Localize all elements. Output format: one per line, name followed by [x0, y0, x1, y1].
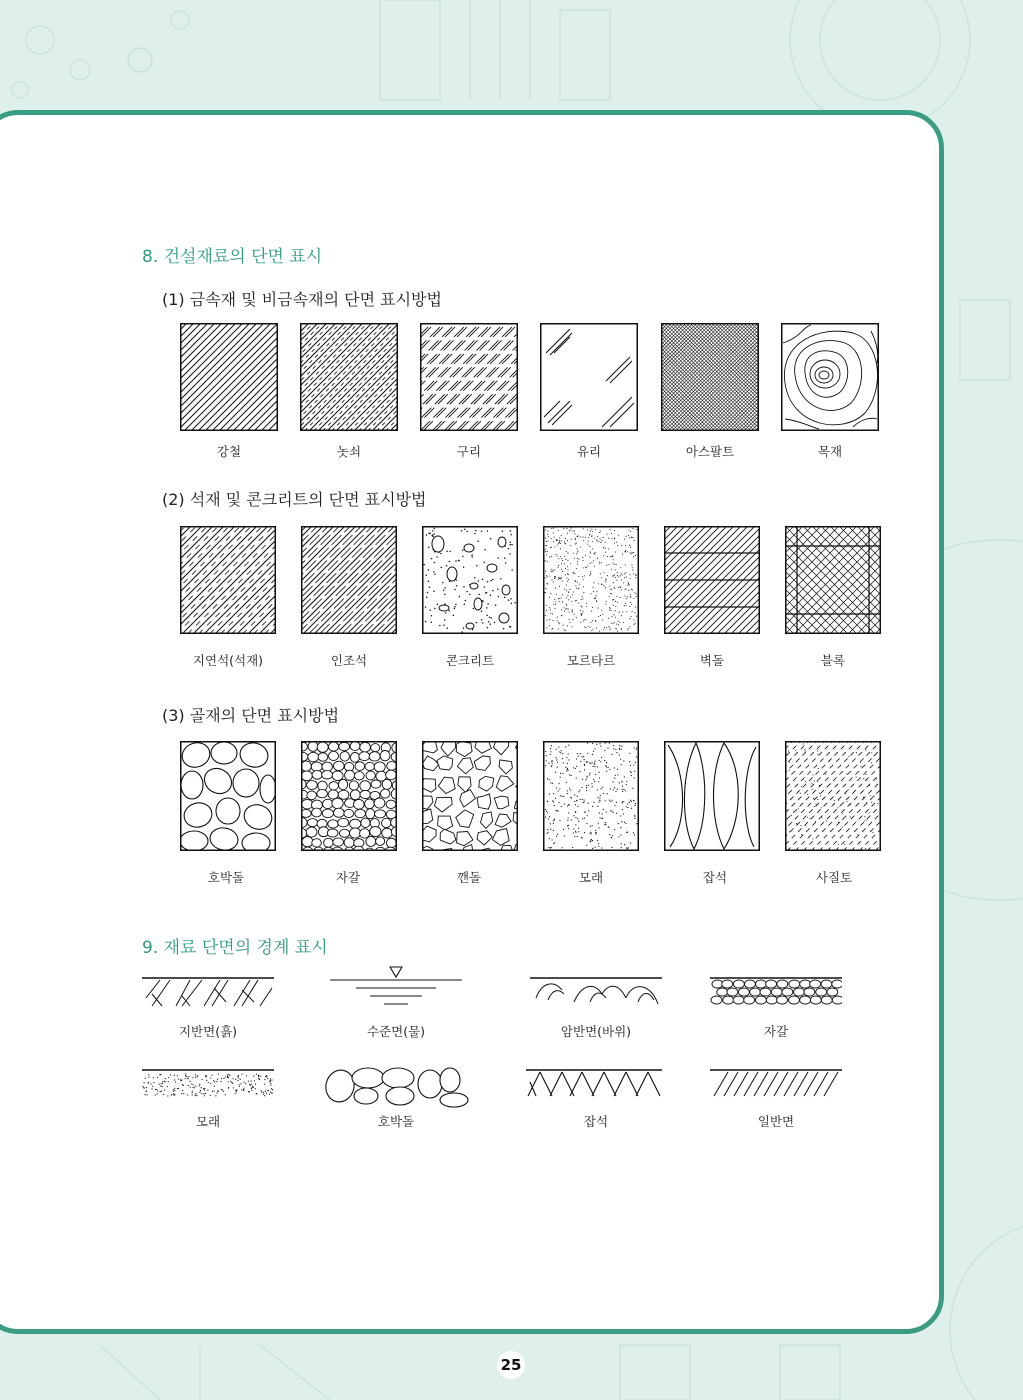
label-water-level: 수준면(물): [366, 1024, 426, 1039]
natural-stone-swatch: [180, 526, 276, 634]
bedrock-boundary: [530, 972, 662, 1012]
label-general-surface: 일반면: [757, 1114, 795, 1129]
group-title-3: (3) 골재의 단면 표시방법: [162, 706, 340, 725]
label-wood: 목재: [817, 444, 843, 459]
label-bedrock: 암반면(바위): [560, 1024, 632, 1039]
label-rubble: 잡석: [702, 870, 728, 885]
section-heading-9: 9. 재료 단면의 경계 표시: [142, 938, 328, 958]
group-title-1: (1) 금속재 및 비금속재의 단면 표시방법: [162, 290, 442, 309]
asphalt-swatch: [661, 323, 759, 431]
gravel-swatch: [301, 741, 397, 851]
boulder-boundary: [322, 1064, 472, 1110]
rubble-swatch: [664, 741, 760, 851]
content-card: [0, 110, 944, 1334]
ground-soil-boundary: [142, 972, 274, 1012]
label-natural-stone: 지연석(석재): [192, 653, 264, 668]
label-block: 블록: [820, 653, 846, 668]
label-brick: 벽돌: [699, 653, 725, 668]
label-mortar: 모르타르: [566, 653, 616, 668]
sand-boundary: [142, 1064, 274, 1100]
label-gravel-boundary: 자갈: [763, 1024, 789, 1039]
brass-swatch: [300, 323, 398, 431]
mortar-swatch: [543, 526, 639, 634]
section-heading-8: 8. 건설재료의 단면 표시: [142, 247, 323, 267]
brick-swatch: [664, 526, 760, 634]
label-sand-boundary: 모래: [195, 1114, 221, 1129]
label-sand: 모래: [578, 870, 604, 885]
label-artificial-stone: 인조석: [330, 653, 368, 668]
concrete-swatch: [422, 526, 518, 634]
label-concrete: 콘크리트: [445, 653, 495, 668]
label-boulder: 호박돌: [207, 870, 245, 885]
label-gravel: 자갈: [335, 870, 361, 885]
glass-swatch: [540, 323, 638, 431]
label-brass: 놋쇠: [336, 444, 362, 459]
artificial-stone-swatch: [301, 526, 397, 634]
steel-swatch: [180, 323, 278, 431]
label-asphalt: 아스팔트: [685, 444, 735, 459]
label-sandy-soil: 사질토: [815, 870, 853, 885]
label-copper: 구리: [456, 444, 482, 459]
wood-swatch: [781, 323, 879, 431]
label-crushed-stone: 깬돌: [456, 870, 482, 885]
copper-swatch: [420, 323, 518, 431]
label-steel: 강철: [216, 444, 242, 459]
block-swatch: [785, 526, 881, 634]
label-glass: 유리: [576, 444, 602, 459]
crushed-stone-swatch: [422, 741, 518, 851]
general-surface-boundary: [710, 1064, 842, 1100]
water-level-boundary: [330, 964, 462, 1014]
page-number: 25: [497, 1351, 525, 1379]
rubble-boundary: [526, 1064, 662, 1100]
label-boulder-boundary: 호박돌: [377, 1114, 415, 1129]
boulder-swatch: [180, 741, 276, 851]
label-rubble-boundary: 잡석: [583, 1114, 609, 1129]
gravel-boundary: [710, 972, 842, 1012]
label-ground-soil: 지반면(흙): [178, 1024, 238, 1039]
group-title-2: (2) 석재 및 콘크리트의 단면 표시방법: [162, 490, 427, 509]
sand-swatch: [543, 741, 639, 851]
sandy-soil-swatch: [785, 741, 881, 851]
